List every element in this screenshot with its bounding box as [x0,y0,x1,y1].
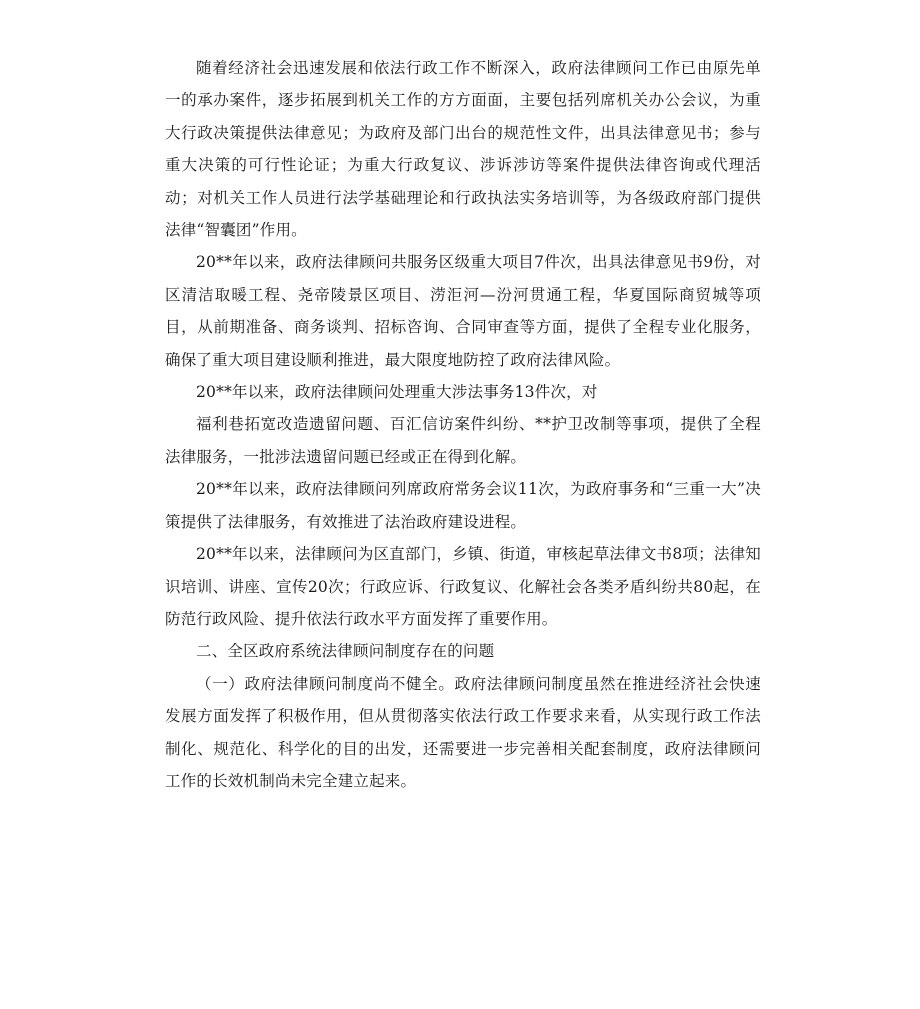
paragraph-legal-affairs: 20**年以来，政府法律顾问处理重大涉法事务13件次，对 [196,383,598,402]
paragraph-legal-affairs-continued: 福利巷拓宽改造遗留问题、百汇信访案件纠纷、**护卫改制等事项，提供了全程法律服务，一批涉法遗留问题已经或正在得到化解。 [165,415,761,466]
document-body [165,52,761,797]
paragraph-document-review: 20**年以来，法律顾问为区直部门，乡镇、街道，审核起草法律文书8项；法律知识培训、讲座、宣传20次；行政应诉、行政复议、化解社会各类矛盾纠纷共80起，在防范行政风险、提升依法行政水平方面发挥了重要作用。 [165,545,761,628]
paragraph-executive-meetings: 20**年以来，政府法律顾问列席政府常务会议11次，为政府事务和“三重一大”决策提供了法律服务，有效推进了法治政府建设进程。 [165,480,761,531]
paragraph-problem-one: （一）政府法律顾问制度尚不健全。政府法律顾问制度虽然在推进经济社会快速发展方面发挥了积极作用，但从贯彻落实依法行政工作要求来看，从实现行政工作法制化、规范化、科学化的目的出发，还需要进一步完善相关配套制度，政府法律顾问工作的长效机制尚未完全建立起来。 [165,674,761,790]
section-heading: 二、全区政府系统法律顾问制度存在的问题 [196,642,495,661]
paragraph-major-projects: 20**年以来，政府法律顾问共服务区级重大项目7件次，出具法律意见书9份，对区清洁取暖工程、尧帝陵景区项目、涝洰河—汾河贯通工程，华夏国际商贸城等项目，从前期准备、商务谈判、招标咨询、合同审查等方面，提供了全程专业化服务，确保了重大项目建设顺利推进，最大限度地防控了政府法律风险。 [165,253,761,369]
paragraph-intro: 随着经济社会迅速发展和依法行政工作不断深入，政府法律顾问工作已由原先单一的承办案件，逐步拓展到机关工作的方方面面，主要包括列席机关办公会议，为重大行政决策提供法律意见；为政府及部门出台的规范性文件，出具法律意见书；参与重大决策的可行性论证；为重大行政复议、涉诉涉访等案件提供法律咨询或代理活动；对机关工作人员进行法学基础理论和行政执法实务培训等，为各级政府部门提供法律“智囊团”作用。 [165,59,761,240]
